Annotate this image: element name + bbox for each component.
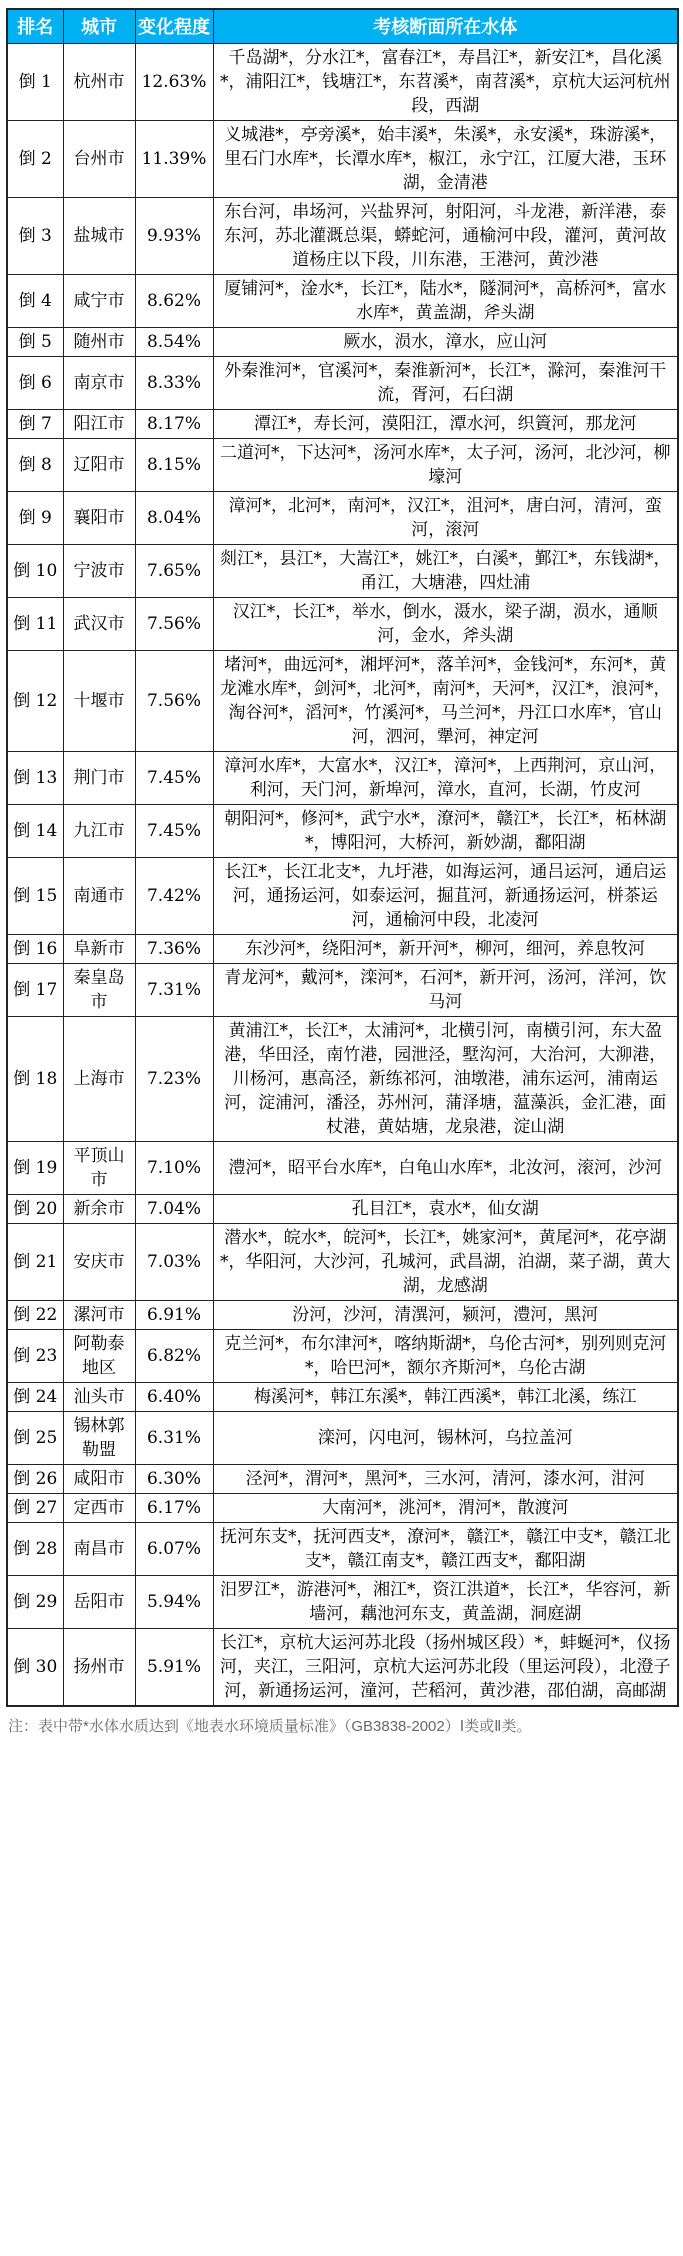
change-cell: 6.17% bbox=[135, 1494, 213, 1523]
rank-cell: 倒 14 bbox=[7, 805, 63, 858]
table-row bbox=[7, 752, 678, 805]
change-cell: 6.91% bbox=[135, 1301, 213, 1330]
rank-cell: 倒 3 bbox=[7, 198, 63, 275]
change-cell: 8.33% bbox=[135, 357, 213, 410]
city-cell: 上海市 bbox=[63, 1017, 135, 1142]
city-cell: 十堰市 bbox=[63, 651, 135, 752]
table-row bbox=[7, 964, 678, 1017]
table-row bbox=[7, 121, 678, 198]
footnote: 注：表中带*水体水质达到《地表水环境质量标准》（GB3838-2002）Ⅰ类或Ⅱ类。 bbox=[8, 1718, 532, 1735]
col-header-rank: 排名 bbox=[7, 9, 63, 44]
change-cell: 6.40% bbox=[135, 1383, 213, 1412]
rank-cell: 倒 18 bbox=[7, 1017, 63, 1142]
table-row bbox=[7, 858, 678, 935]
waters-cell: 东沙河*，绕阳河*，新开河*，柳河，细河，养息牧河 bbox=[213, 935, 678, 964]
change-cell: 9.93% bbox=[135, 198, 213, 275]
rank-cell: 倒 11 bbox=[7, 598, 63, 651]
change-cell: 6.07% bbox=[135, 1523, 213, 1576]
rank-cell: 倒 16 bbox=[7, 935, 63, 964]
table-row bbox=[7, 651, 678, 752]
change-cell: 6.31% bbox=[135, 1412, 213, 1465]
city-cell: 汕头市 bbox=[63, 1383, 135, 1412]
change-cell: 7.45% bbox=[135, 805, 213, 858]
change-cell: 8.04% bbox=[135, 492, 213, 545]
city-cell: 宁波市 bbox=[63, 545, 135, 598]
rank-cell: 倒 19 bbox=[7, 1142, 63, 1195]
city-cell: 襄阳市 bbox=[63, 492, 135, 545]
change-cell: 8.54% bbox=[135, 328, 213, 357]
rank-cell: 倒 1 bbox=[7, 44, 63, 121]
city-cell: 武汉市 bbox=[63, 598, 135, 651]
table-row bbox=[7, 439, 678, 492]
waters-cell: 汉江*，长江*，举水，倒水，滠水，梁子湖，涢水，通顺河，金水，斧头湖 bbox=[213, 598, 678, 651]
rank-cell: 倒 17 bbox=[7, 964, 63, 1017]
city-cell: 阿勒泰地区 bbox=[63, 1330, 135, 1383]
city-cell: 锡林郭勒盟 bbox=[63, 1412, 135, 1465]
table-row bbox=[7, 1412, 678, 1465]
change-cell: 7.36% bbox=[135, 935, 213, 964]
table-body bbox=[7, 44, 678, 1707]
rank-cell: 倒 13 bbox=[7, 752, 63, 805]
waters-cell: 汾河，沙河，清潩河，颍河，澧河，黑河 bbox=[213, 1301, 678, 1330]
rank-cell: 倒 9 bbox=[7, 492, 63, 545]
rank-cell: 倒 2 bbox=[7, 121, 63, 198]
waters-cell: 义城港*，亭旁溪*，始丰溪*，朱溪*，永安溪*，珠游溪*，里石门水库*，长潭水库*，椒江，永宁江，江厦大港，玉环湖，金清港 bbox=[213, 121, 678, 198]
col-header-change: 变化程度 bbox=[135, 9, 213, 44]
table-row bbox=[7, 275, 678, 328]
rank-cell: 倒 8 bbox=[7, 439, 63, 492]
waters-cell: 黄浦江*，长江*，太浦河*，北横引河，南横引河，东大盈港，华田泾，南竹港，园泄泾，墅沟河，大治河，大泖港，川杨河，惠高泾，新练祁河，油墩港，浦东运河，浦南运河，淀浦河，潘泾，苏州河，蒲泽塘，蕰藻浜，金汇港，面杖港，黄姑塘，龙泉港，淀山湖 bbox=[213, 1017, 678, 1142]
city-cell: 九江市 bbox=[63, 805, 135, 858]
change-cell: 7.56% bbox=[135, 598, 213, 651]
change-cell: 11.39% bbox=[135, 121, 213, 198]
city-cell: 荆门市 bbox=[63, 752, 135, 805]
city-cell: 平顶山市 bbox=[63, 1142, 135, 1195]
table-row bbox=[7, 410, 678, 439]
city-cell: 秦皇岛市 bbox=[63, 964, 135, 1017]
waters-cell: 潭江*，寿长河，漠阳江，潭水河，织篢河，那龙河 bbox=[213, 410, 678, 439]
change-cell: 7.03% bbox=[135, 1224, 213, 1301]
city-cell: 咸宁市 bbox=[63, 275, 135, 328]
city-cell: 辽阳市 bbox=[63, 439, 135, 492]
rank-cell: 倒 5 bbox=[7, 328, 63, 357]
city-cell: 阳江市 bbox=[63, 410, 135, 439]
table-row bbox=[7, 1301, 678, 1330]
waters-cell: 长江*，京杭大运河苏北段（扬州城区段）*，蚌蜒河*，仪扬河，夹江，三阳河，京杭大运河苏北段（里运河段），北澄子河，新通扬运河，潼河，芒稻河，黄沙港，邵伯湖，高邮湖 bbox=[213, 1629, 678, 1707]
city-cell: 安庆市 bbox=[63, 1224, 135, 1301]
waters-cell: 青龙河*，戴河*，滦河*，石河*，新开河，汤河，洋河，饮马河 bbox=[213, 964, 678, 1017]
waters-cell: 孔目江*，袁水*，仙女湖 bbox=[213, 1195, 678, 1224]
table-row bbox=[7, 545, 678, 598]
table-row bbox=[7, 805, 678, 858]
change-cell: 8.15% bbox=[135, 439, 213, 492]
city-cell: 盐城市 bbox=[63, 198, 135, 275]
rank-cell: 倒 20 bbox=[7, 1195, 63, 1224]
city-cell: 扬州市 bbox=[63, 1629, 135, 1707]
rank-cell: 倒 21 bbox=[7, 1224, 63, 1301]
change-cell: 7.65% bbox=[135, 545, 213, 598]
table-row bbox=[7, 1629, 678, 1707]
waters-cell: 朝阳河*，修河*，武宁水*，潦河*，赣江*，长江*，柘林湖*，博阳河，大桥河，新妙湖，鄱阳湖 bbox=[213, 805, 678, 858]
table-header bbox=[7, 9, 678, 44]
waters-cell: 千岛湖*，分水江*，富春江*，寿昌江*，新安江*，昌化溪*，浦阳江*，钱塘江*，东苕溪*，南苕溪*，京杭大运河杭州段，西湖 bbox=[213, 44, 678, 121]
waters-cell: 厦铺河*，淦水*，长江*，陆水*，隧洞河*，高桥河*，富水水库*，黄盖湖，斧头湖 bbox=[213, 275, 678, 328]
city-cell: 咸阳市 bbox=[63, 1465, 135, 1494]
waters-cell: 泾河*，渭河*，黑河*，三水河，清河，漆水河，泔河 bbox=[213, 1465, 678, 1494]
rank-cell: 倒 6 bbox=[7, 357, 63, 410]
rank-cell: 倒 24 bbox=[7, 1383, 63, 1412]
rank-cell: 倒 7 bbox=[7, 410, 63, 439]
table-row bbox=[7, 357, 678, 410]
change-cell: 5.91% bbox=[135, 1629, 213, 1707]
waters-cell: 克兰河*，布尔津河*，喀纳斯湖*，乌伦古河*，别列则克河*，哈巴河*，额尔齐斯河*，乌伦古湖 bbox=[213, 1330, 678, 1383]
waters-cell: 二道河*，下达河*，汤河水库*，太子河，汤河，北沙河，柳壕河 bbox=[213, 439, 678, 492]
change-cell: 7.56% bbox=[135, 651, 213, 752]
waters-cell: 外秦淮河*，官溪河*，秦淮新河*，长江*，滁河，秦淮河干流，胥河，石臼湖 bbox=[213, 357, 678, 410]
table-row bbox=[7, 44, 678, 121]
waters-cell: 堵河*，曲远河*，湘坪河*，落羊河*，金钱河*，东河*，黄龙滩水库*，剑河*，北河*，南河*，天河*，汉江*，浪河*，淘谷河*，滔河*，竹溪河*，马兰河*，丹江口水库*，官山河，泗河，犟河，神定河 bbox=[213, 651, 678, 752]
rank-cell: 倒 10 bbox=[7, 545, 63, 598]
waters-cell: 剡江*，县江*，大嵩江*，姚江*，白溪*，鄞江*，东钱湖*，甬江，大塘港，四灶浦 bbox=[213, 545, 678, 598]
city-cell: 漯河市 bbox=[63, 1301, 135, 1330]
change-cell: 12.63% bbox=[135, 44, 213, 121]
table-row bbox=[7, 1330, 678, 1383]
change-cell: 7.31% bbox=[135, 964, 213, 1017]
waters-cell: 长江*，长江北支*，九圩港，如海运河，通吕运河，通启运河，通扬运河，如泰运河，掘苴河，新通扬运河，栟茶运河，通榆河中段，北凌河 bbox=[213, 858, 678, 935]
col-header-waters: 考核断面所在水体 bbox=[213, 9, 678, 44]
table-row bbox=[7, 1465, 678, 1494]
rank-cell: 倒 23 bbox=[7, 1330, 63, 1383]
city-cell: 定西市 bbox=[63, 1494, 135, 1523]
change-cell: 7.42% bbox=[135, 858, 213, 935]
table-row bbox=[7, 1383, 678, 1412]
col-header-city: 城市 bbox=[63, 9, 135, 44]
table-row bbox=[7, 935, 678, 964]
waters-cell: 梅溪河*，韩江东溪*，韩江西溪*，韩江北溪，练江 bbox=[213, 1383, 678, 1412]
table-row bbox=[7, 1224, 678, 1301]
waters-cell: 潜水*，皖水*，皖河*，长江*，姚家河*，黄尾河*，花亭湖*，华阳河，大沙河，孔城河，武昌湖，泊湖，菜子湖，黄大湖，龙感湖 bbox=[213, 1224, 678, 1301]
change-cell: 8.17% bbox=[135, 410, 213, 439]
city-cell: 阜新市 bbox=[63, 935, 135, 964]
table-row bbox=[7, 1195, 678, 1224]
table-row bbox=[7, 1523, 678, 1576]
waters-cell: 东台河，串场河，兴盐界河，射阳河，斗龙港，新洋港，泰东河，苏北灌溉总渠，蟒蛇河，通榆河中段，灌河，黄河故道杨庄以下段，川东港，王港河，黄沙港 bbox=[213, 198, 678, 275]
rank-cell: 倒 25 bbox=[7, 1412, 63, 1465]
rank-cell: 倒 28 bbox=[7, 1523, 63, 1576]
table-row bbox=[7, 198, 678, 275]
city-cell: 台州市 bbox=[63, 121, 135, 198]
change-cell: 7.04% bbox=[135, 1195, 213, 1224]
waters-cell: 漳河*，北河*，南河*，汉江*，沮河*，唐白河，清河，蛮河，滚河 bbox=[213, 492, 678, 545]
rank-cell: 倒 29 bbox=[7, 1576, 63, 1629]
rank-cell: 倒 26 bbox=[7, 1465, 63, 1494]
city-cell: 南京市 bbox=[63, 357, 135, 410]
rank-cell: 倒 15 bbox=[7, 858, 63, 935]
table-row bbox=[7, 1494, 678, 1523]
rank-cell: 倒 12 bbox=[7, 651, 63, 752]
rank-cell: 倒 30 bbox=[7, 1629, 63, 1707]
city-cell: 杭州市 bbox=[63, 44, 135, 121]
change-cell: 7.10% bbox=[135, 1142, 213, 1195]
city-cell: 岳阳市 bbox=[63, 1576, 135, 1629]
table-row bbox=[7, 1017, 678, 1142]
waters-cell: 抚河东支*，抚河西支*，潦河*，赣江*，赣江中支*，赣江北支*，赣江南支*，赣江西支*，鄱阳湖 bbox=[213, 1523, 678, 1576]
change-cell: 5.94% bbox=[135, 1576, 213, 1629]
change-cell: 7.23% bbox=[135, 1017, 213, 1142]
water-quality-ranking-table bbox=[6, 8, 679, 1707]
change-cell: 6.30% bbox=[135, 1465, 213, 1494]
waters-cell: 滦河，闪电河，锡林河，乌拉盖河 bbox=[213, 1412, 678, 1465]
waters-cell: 澧河*，昭平台水库*，白龟山水库*，北汝河，滚河，沙河 bbox=[213, 1142, 678, 1195]
city-cell: 新余市 bbox=[63, 1195, 135, 1224]
waters-cell: 大南河*，洮河*，渭河*，散渡河 bbox=[213, 1494, 678, 1523]
city-cell: 南昌市 bbox=[63, 1523, 135, 1576]
change-cell: 6.82% bbox=[135, 1330, 213, 1383]
city-cell: 随州市 bbox=[63, 328, 135, 357]
change-cell: 7.45% bbox=[135, 752, 213, 805]
rank-cell: 倒 4 bbox=[7, 275, 63, 328]
waters-cell: 汨罗江*，游港河*，湘江*，资江洪道*，长江*，华容河，新墙河，藕池河东支，黄盖湖，洞庭湖 bbox=[213, 1576, 678, 1629]
waters-cell: 厥水，涢水，漳水，应山河 bbox=[213, 328, 678, 357]
table-row bbox=[7, 598, 678, 651]
rank-cell: 倒 22 bbox=[7, 1301, 63, 1330]
rank-cell: 倒 27 bbox=[7, 1494, 63, 1523]
waters-cell: 漳河水库*，大富水*，汉江*，漳河*，上西荆河，京山河，利河，天门河，新埠河，漳水，直河，长湖，竹皮河 bbox=[213, 752, 678, 805]
table-row bbox=[7, 328, 678, 357]
table-row bbox=[7, 1142, 678, 1195]
change-cell: 8.62% bbox=[135, 275, 213, 328]
table-row bbox=[7, 1576, 678, 1629]
table-row bbox=[7, 492, 678, 545]
city-cell: 南通市 bbox=[63, 858, 135, 935]
